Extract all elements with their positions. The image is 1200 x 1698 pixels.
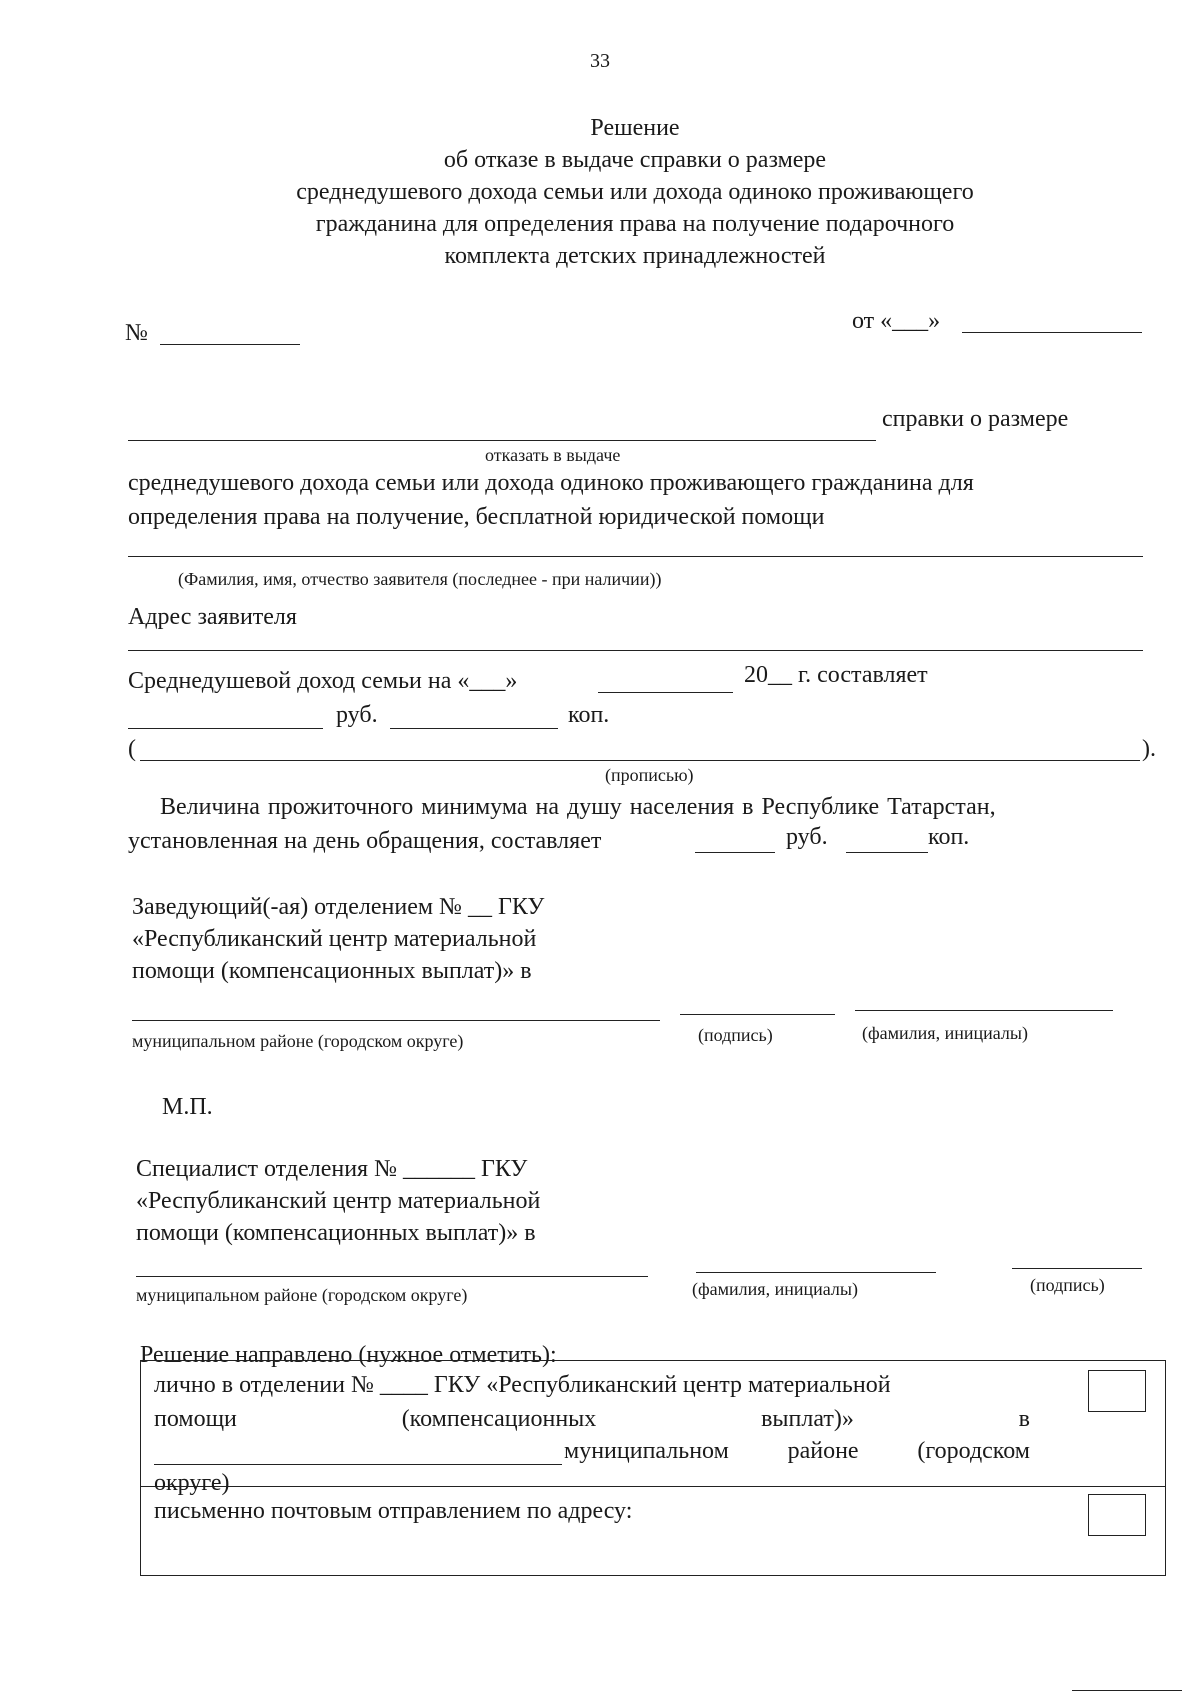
head-district-field[interactable] [132, 1020, 660, 1021]
delivery-option-2: письменно почтовым отправлением по адресу: [154, 1498, 633, 1524]
decision-line-3: определения права на получение, бесплатной юридической помощи [128, 504, 825, 530]
head-line-1: Заведующий(-ая) отделением № __ ГКУ [132, 894, 545, 920]
delivery-option-1-line-3 [564, 1436, 1030, 1466]
number-label: № [125, 320, 148, 346]
delivery-option-1-line-1: лично в отделении № ____ ГКУ «Республиканский центр материальной [154, 1372, 891, 1398]
specialist-signature-field[interactable] [1012, 1268, 1142, 1269]
head-line-2: «Республиканский центр материальной [132, 926, 537, 952]
minimum-kop-label: коп. [928, 824, 970, 850]
specialist-signature-caption: (подпись) [1030, 1275, 1105, 1295]
applicant-caption: (Фамилия, имя, отчество заявителя (последнее - при наличии)) [178, 569, 662, 589]
head-signature-field[interactable] [680, 1014, 835, 1015]
income-words-field[interactable] [140, 760, 1140, 761]
page-number: 33 [590, 50, 610, 72]
income-open-paren: ( [128, 736, 136, 762]
date-field[interactable] [962, 332, 1142, 333]
title-line-1: Решение [590, 115, 680, 141]
delivery-option-1-line-2 [154, 1404, 1030, 1434]
head-name-caption: (фамилия, инициалы) [862, 1023, 1028, 1043]
head-signature-caption: (подпись) [698, 1025, 773, 1045]
title-line-4: гражданина для определения права на получение подарочного [315, 211, 955, 237]
income-kop-field[interactable] [390, 728, 558, 729]
footer-rule [1072, 1690, 1182, 1691]
delivery-option-1-checkbox[interactable] [1088, 1370, 1146, 1412]
delivery-option-1-line-4: округе) [154, 1470, 230, 1496]
title-line-5: комплекта детских принадлежностей [444, 243, 826, 269]
head-line-3: помощи (компенсационных выплат)» в [132, 958, 532, 984]
specialist-line-1: Специалист отделения № ______ ГКУ [136, 1156, 528, 1182]
date-label: от «___» [852, 308, 941, 334]
decision-field[interactable] [128, 440, 876, 441]
word-pomoshchi: помощи [154, 1406, 237, 1432]
title-line-2: об отказе в выдаче справки о размере [443, 147, 827, 173]
income-close-paren: ). [1142, 736, 1156, 762]
word-compensation: (компенсационных [401, 1406, 597, 1432]
word-municipal: муниципальном [564, 1438, 729, 1464]
applicant-name-field[interactable] [128, 556, 1143, 557]
document-title [150, 112, 1120, 272]
word-city: (городском [917, 1438, 1030, 1464]
income-label: Среднедушевой доход семьи на «___» [128, 668, 518, 694]
delivery-row-divider [140, 1486, 1166, 1487]
specialist-line-3: помощи (компенсационных выплат)» в [136, 1220, 536, 1246]
minimum-line-2-a: установленная на день обращения, составляет [128, 828, 602, 854]
delivery-heading: Решение направлено (нужное отметить): [140, 1342, 557, 1368]
minimum-rub-label: руб. [786, 824, 828, 850]
number-field[interactable] [160, 344, 300, 345]
title-line-3: среднедушевого дохода семьи или дохода одиноко проживающего [296, 179, 974, 205]
minimum-line-1: Величина прожиточного минимума на душу населения в Республике Татарстан, [160, 794, 996, 820]
specialist-name-field[interactable] [696, 1272, 936, 1273]
income-rub-field[interactable] [128, 728, 323, 729]
minimum-kop-field[interactable] [846, 852, 928, 853]
delivery-district-field[interactable] [154, 1464, 562, 1465]
income-rub-label: руб. [336, 702, 378, 728]
decision-line-2: среднедушевого дохода семьи или дохода одиноко проживающего гражданина для [128, 470, 974, 496]
address-field[interactable] [128, 650, 1143, 651]
head-name-field[interactable] [855, 1010, 1113, 1011]
specialist-district-caption: муниципальном районе (городском округе) [136, 1285, 468, 1305]
word-payments: выплат)» [761, 1406, 854, 1432]
decision-end-text: справки о размере [882, 406, 1069, 432]
specialist-name-caption: (фамилия, инициалы) [692, 1279, 858, 1299]
income-words-caption: (прописью) [605, 765, 694, 785]
delivery-option-2-checkbox[interactable] [1088, 1494, 1146, 1536]
stamp-label: М.П. [162, 1094, 213, 1120]
income-date-field[interactable] [598, 692, 733, 693]
income-kop-label: коп. [568, 702, 610, 728]
head-district-caption: муниципальном районе (городском округе) [132, 1031, 464, 1051]
address-label: Адрес заявителя [128, 604, 297, 630]
word-v: в [1018, 1406, 1030, 1432]
income-year: 20__ г. составляет [744, 662, 928, 688]
word-district: районе [787, 1438, 859, 1464]
decision-caption: отказать в выдаче [485, 445, 621, 465]
specialist-district-field[interactable] [136, 1276, 648, 1277]
minimum-rub-field[interactable] [695, 852, 775, 853]
specialist-line-2: «Республиканский центр материальной [136, 1188, 541, 1214]
